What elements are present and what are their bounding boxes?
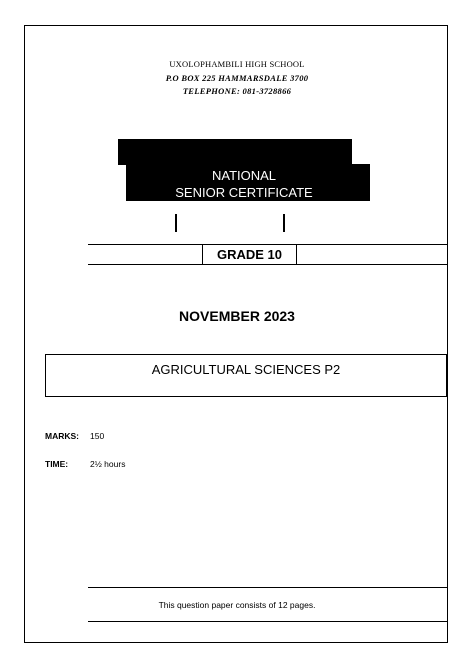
subject-title: AGRICULTURAL SCIENCES P2 xyxy=(151,362,341,377)
footer-rule-bottom xyxy=(88,621,447,622)
footer-rule-top xyxy=(88,587,447,588)
time-value: 2½ hours xyxy=(90,459,126,469)
exam-date: NOVEMBER 2023 xyxy=(179,308,295,324)
banner-block-top xyxy=(118,139,352,165)
school-name: UXOLOPHAMBILI HIGH SCHOOL xyxy=(169,59,305,69)
page-border xyxy=(24,25,448,643)
divider-tick-right xyxy=(283,214,285,232)
banner-line-senior-certificate: SENIOR CERTIFICATE xyxy=(175,185,313,200)
grade-label: GRADE 10 xyxy=(202,245,297,265)
school-header xyxy=(0,58,474,99)
marks-value: 150 xyxy=(90,431,105,441)
page-count-note: This question paper consists of 12 pages. xyxy=(158,600,316,610)
banner-line-national: NATIONAL xyxy=(211,168,277,183)
divider-tick-left xyxy=(175,214,177,232)
certificate-banner xyxy=(118,167,370,201)
school-address: P.O BOX 225 HAMMARSDALE 3700 xyxy=(165,72,309,83)
marks-label: MARKS: xyxy=(45,431,79,441)
subject-title-box xyxy=(45,354,447,397)
time-label: TIME: xyxy=(45,459,69,469)
school-telephone: TELEPHONE: 081-3728866 xyxy=(182,86,292,96)
